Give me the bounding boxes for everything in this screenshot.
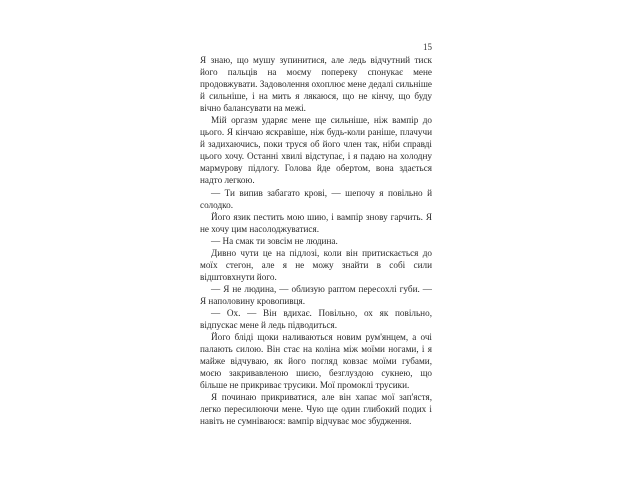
paragraph: Дивно чути це на підлозі, коли він притискається до моїх стегон, але я не можу знайти в собі сили відштовхнути його. bbox=[200, 247, 432, 282]
paragraph: Його язик пестить мою шию, і вампір знову гарчить. Я не хочу цим насолоджуватися. bbox=[200, 211, 432, 234]
paragraph: Я знаю, що мушу зупинитися, але ледь відчутний тиск його пальців на моєму попереку спонукає мене продовжувати. Задоволення охоплює мене дедалі сильніше й сильніше, і на мить я лякаюся, що не кінчу, що буду вічно балансувати на межі. bbox=[200, 55, 432, 114]
paragraph: Я починаю прикриватися, але він хапає мої зап'ястя, легко пересилюючи мене. Чую ще один глибокий подих і навіть не сумніваюся: вампір відчуває моє збудження. bbox=[200, 392, 432, 427]
paragraph: — Я не людина, — облизую раптом пересохлі губи. — Я наполовину кровопивця. bbox=[200, 283, 432, 306]
page-number: 15 bbox=[423, 42, 432, 52]
body-text bbox=[200, 54, 432, 427]
paragraph: Мій оргазм ударяє мене ще сильніше, ніж вампір до цього. Я кінчаю яскравіше, ніж будь-коли раніше, плачучи й задихаючись, поки труся об його член так, ніби справді цього хочу. Останні хвилі відступає, і я падаю на холодну мармурову підлогу. Голова йде обертом, вона здається надто легкою. bbox=[200, 115, 432, 186]
paragraph: — Ох. — Він вдихає. Повільно, ох як повільно, відпускає мене й ледь підводиться. bbox=[200, 307, 432, 331]
paragraph: — Ти випив забагато крові, — шепочу я повільно й солодко. bbox=[200, 187, 432, 210]
paragraph: Його бліді щоки наливаються новим рум'янцем, а очі палають силою. Він стає на коліна між моїми ногами, і я майже відчуваю, як його погляд ковзає моїми губами, моєю закривавленою шиєю, безглуздою сукнею, що більше не прикриває трусики. Мої промоклі трусики. bbox=[200, 332, 432, 391]
book-page bbox=[200, 42, 432, 462]
paragraph: — На смак ти зовсім не людина. bbox=[211, 235, 338, 246]
